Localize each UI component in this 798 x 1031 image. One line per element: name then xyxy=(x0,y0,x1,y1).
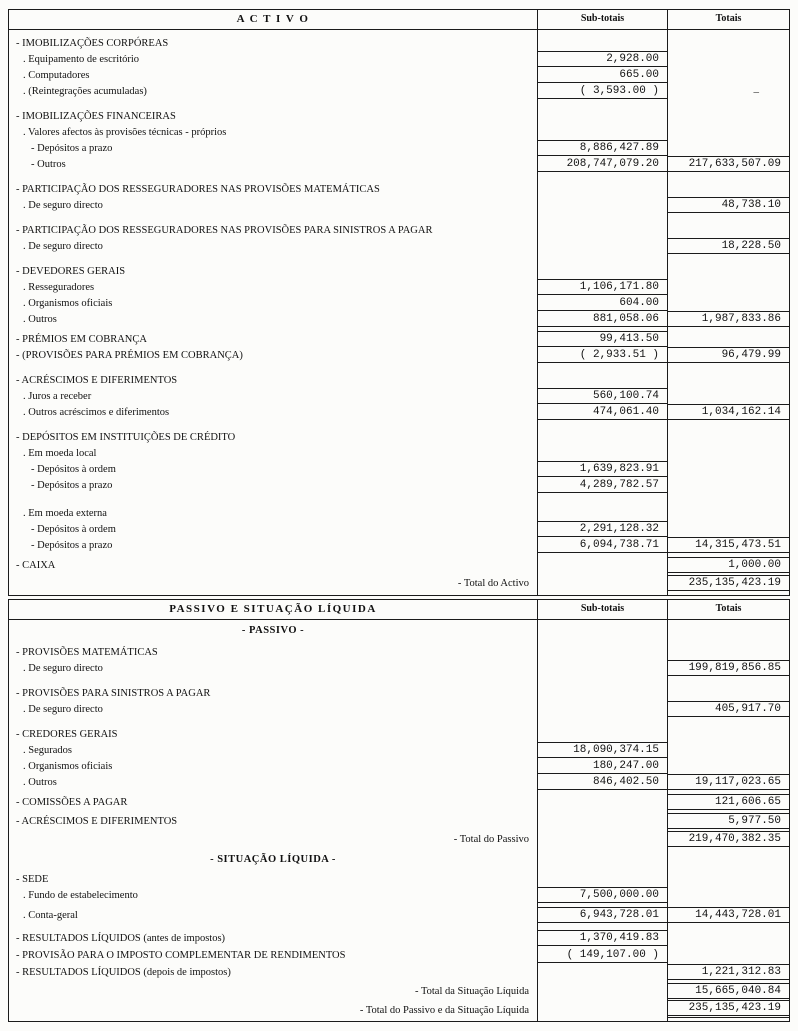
table-row xyxy=(9,847,789,867)
row-label: - CREDORES GERAIS xyxy=(16,729,118,740)
total-value: 217,633,507.09 xyxy=(668,156,789,172)
table-row xyxy=(9,311,789,327)
row-label: - PARTICIPAÇÃO DOS RESSEGURADORES NAS PROVISÕES PARA SINISTROS A PAGAR xyxy=(16,225,433,236)
table-row xyxy=(9,197,789,213)
table-row xyxy=(9,213,789,238)
passivo-table xyxy=(8,599,790,1022)
subtotal-value: 180,247.00 xyxy=(538,759,667,774)
row-label: . De seguro directo xyxy=(23,663,103,674)
row-label: - SEDE xyxy=(16,874,49,885)
table-row xyxy=(9,461,789,477)
table-row xyxy=(9,493,789,521)
row-label: - Depósitos a prazo xyxy=(31,143,113,154)
table-row xyxy=(9,83,789,99)
row-label: - SITUAÇÃO LÍQUIDA - xyxy=(210,854,336,865)
row-label: . De seguro directo xyxy=(23,241,103,252)
row-label: - DEPÓSITOS EM INSTITUIÇÕES DE CRÉDITO xyxy=(16,432,236,443)
column-header-totais: Totais xyxy=(715,13,742,24)
row-label: . Conta-geral xyxy=(23,910,78,921)
row-label: - PASSIVO - xyxy=(241,625,305,636)
row-label: . Computadores xyxy=(23,70,90,81)
row-label: - IMOBILIZAÇÕES CORPÓREAS xyxy=(16,38,169,49)
subtotal-value: ( 2,933.51 ) xyxy=(538,348,667,363)
table-row xyxy=(9,903,789,923)
table-row xyxy=(9,790,789,810)
total-value: – xyxy=(753,86,759,98)
row-label: . Juros a receber xyxy=(23,391,92,402)
column-header-subtotais: Sub-totais xyxy=(538,10,668,29)
total-value: 219,470,382.35 xyxy=(668,831,789,847)
subtotal-value: ( 3,593.00 ) xyxy=(538,84,667,99)
table-row xyxy=(9,829,789,847)
table-row xyxy=(9,701,789,717)
table-row xyxy=(9,404,789,420)
row-label: - Depósitos a prazo xyxy=(31,540,113,551)
total-value: 1,000.00 xyxy=(668,557,789,573)
row-label: - COMISSÕES A PAGAR xyxy=(16,797,128,808)
table-row xyxy=(9,477,789,493)
row-label: . De seguro directo xyxy=(23,704,103,715)
row-label: . Organismos oficiais xyxy=(23,298,113,309)
column-header-activo: A C T I V O xyxy=(9,10,538,29)
row-label: . Valores afectos às provisões técnicas - próprios xyxy=(23,127,227,138)
total-value: 1,034,162.14 xyxy=(668,404,789,420)
total-value: 5,977.50 xyxy=(668,813,789,829)
row-label: - Outros xyxy=(31,159,66,170)
total-value: 1,987,833.86 xyxy=(668,311,789,327)
row-label: . Fundo de estabelecimento xyxy=(23,890,138,901)
subtotal-value: 8,886,427.89 xyxy=(538,140,667,156)
total-value: 48,738.10 xyxy=(668,197,789,213)
subtotal-value: 846,402.50 xyxy=(538,775,667,790)
table-row xyxy=(9,238,789,254)
subtotal-value: 2,928.00 xyxy=(538,51,667,67)
subtotal-value: ( 149,107.00 ) xyxy=(538,948,667,963)
table-row xyxy=(9,946,789,963)
row-label: . Outros xyxy=(23,314,57,325)
table-row xyxy=(9,347,789,363)
passivo-table-body xyxy=(9,620,789,1021)
table-row xyxy=(9,363,789,388)
total-value: 14,315,473.51 xyxy=(668,537,789,553)
row-label: . Em moeda local xyxy=(23,448,97,459)
table-row xyxy=(9,810,789,829)
table-row xyxy=(9,99,789,124)
table-row xyxy=(9,420,789,445)
table-row xyxy=(9,140,789,156)
total-value: 235,135,423.19 xyxy=(668,575,789,591)
total-value: 121,606.65 xyxy=(668,794,789,810)
row-label: - CAIXA xyxy=(16,560,56,571)
table-row xyxy=(9,445,789,461)
subtotal-value: 474,061.40 xyxy=(538,405,667,420)
table-row xyxy=(9,980,789,999)
row-label: - RESULTADOS LÍQUIDOS (antes de impostos) xyxy=(16,933,226,944)
row-label: - Depósitos a prazo xyxy=(31,480,113,491)
subtotal-value: 560,100.74 xyxy=(538,388,667,404)
row-label: . Resseguradores xyxy=(23,282,95,293)
row-label: . Equipamento de escritório xyxy=(23,54,140,65)
row-label: - Depósitos à ordem xyxy=(31,464,116,475)
row-label: - Total do Passivo e da Situação Líquida xyxy=(359,1005,529,1016)
row-label: - Total do Activo xyxy=(457,578,529,589)
column-header-subtotais: Sub-totais xyxy=(538,600,668,619)
table-row xyxy=(9,279,789,295)
activo-table xyxy=(8,9,790,596)
table-row xyxy=(9,742,789,758)
subtotal-value: 7,500,000.00 xyxy=(538,887,667,903)
table-row xyxy=(9,867,789,887)
row-label: - DEVEDORES GERAIS xyxy=(16,266,126,277)
subtotal-value: 6,943,728.01 xyxy=(538,907,667,923)
subtotal-value: 18,090,374.15 xyxy=(538,742,667,758)
subtotal-value: 99,413.50 xyxy=(538,331,667,347)
subtotal-value: 1,106,171.80 xyxy=(538,279,667,295)
subtotal-value: 604.00 xyxy=(538,296,667,311)
table-row xyxy=(9,30,789,51)
table-row xyxy=(9,172,789,197)
table-row xyxy=(9,254,789,279)
subtotal-value: 1,639,823.91 xyxy=(538,461,667,477)
subtotal-value: 6,094,738.71 xyxy=(538,538,667,553)
subtotal-value: 208,747,079.20 xyxy=(538,157,667,172)
subtotal-value: 665.00 xyxy=(538,68,667,83)
row-label: . (Reintegrações acumuladas) xyxy=(23,86,147,97)
row-label: - IMOBILIZAÇÕES FINANCEIRAS xyxy=(16,111,176,122)
table-row xyxy=(9,388,789,404)
table-row xyxy=(9,537,789,553)
table-row xyxy=(9,521,789,537)
column-header-totais: Totais xyxy=(715,603,742,614)
row-label: - ACRÉSCIMOS E DIFERIMENTOS xyxy=(16,375,178,386)
row-label: - ACRÉSCIMOS E DIFERIMENTOS xyxy=(16,816,178,827)
subtotal-value: 1,370,419.83 xyxy=(538,930,667,946)
row-label: . Outros acréscimos e diferimentos xyxy=(23,407,170,418)
table-row xyxy=(9,67,789,83)
row-label: - Total do Passivo xyxy=(453,834,529,845)
row-label: . De seguro directo xyxy=(23,200,103,211)
row-label: - PARTICIPAÇÃO DOS RESSEGURADORES NAS PROVISÕES MATEMÁTICAS xyxy=(16,184,380,195)
row-label: - PRÉMIOS EM COBRANÇA xyxy=(16,334,147,345)
row-label: - Total da Situação Líquida xyxy=(415,986,529,997)
table-row xyxy=(9,717,789,742)
total-value: 235,135,423.19 xyxy=(668,1000,789,1018)
row-label: - (PROVISÕES PARA PRÉMIOS EM COBRANÇA) xyxy=(16,350,243,361)
row-label: . Em moeda externa xyxy=(23,508,107,519)
row-label: . Outros xyxy=(23,777,57,788)
row-label: - PROVISÕES PARA SINISTROS A PAGAR xyxy=(16,688,211,699)
table-row xyxy=(9,758,789,774)
subtotal-value: 4,289,782.57 xyxy=(538,478,667,493)
table-row xyxy=(9,553,789,573)
row-label: - Depósitos à ordem xyxy=(31,524,116,535)
passivo-table-header xyxy=(9,600,789,620)
total-value: 1,221,312.83 xyxy=(668,964,789,980)
subtotal-value: 2,291,128.32 xyxy=(538,521,667,537)
row-label: . Segurados xyxy=(23,745,72,756)
table-row xyxy=(9,774,789,790)
table-row xyxy=(9,999,789,1021)
table-row xyxy=(9,638,789,660)
total-value: 199,819,856.85 xyxy=(668,660,789,676)
subtotal-value: 881,058.06 xyxy=(538,312,667,327)
activo-table-body xyxy=(9,30,789,595)
row-label: - RESULTADOS LÍQUIDOS (depois de impostos) xyxy=(16,967,231,978)
total-value: 14,443,728.01 xyxy=(668,907,789,923)
table-row xyxy=(9,295,789,311)
row-label: - PROVISÕES MATEMÁTICAS xyxy=(16,647,158,658)
total-value: 405,917.70 xyxy=(668,701,789,717)
column-header-passivo: PASSIVO E SITUAÇÃO LÍQUIDA xyxy=(9,600,538,619)
total-value: 19,117,023.65 xyxy=(668,774,789,790)
table-row xyxy=(9,124,789,140)
table-row xyxy=(9,156,789,172)
activo-table-header xyxy=(9,10,789,30)
table-row xyxy=(9,676,789,701)
table-row xyxy=(9,887,789,903)
table-row xyxy=(9,963,789,980)
table-row xyxy=(9,660,789,676)
row-label: . Organismos oficiais xyxy=(23,761,113,772)
total-value: 15,665,040.84 xyxy=(668,983,789,999)
total-value: 96,479.99 xyxy=(668,347,789,363)
table-row xyxy=(9,923,789,946)
table-row xyxy=(9,573,789,595)
table-row xyxy=(9,620,789,638)
table-row xyxy=(9,51,789,67)
total-value: 18,228.50 xyxy=(668,238,789,254)
table-row xyxy=(9,327,789,347)
row-label: - PROVISÃO PARA O IMPOSTO COMPLEMENTAR DE RENDIMENTOS xyxy=(16,950,346,961)
